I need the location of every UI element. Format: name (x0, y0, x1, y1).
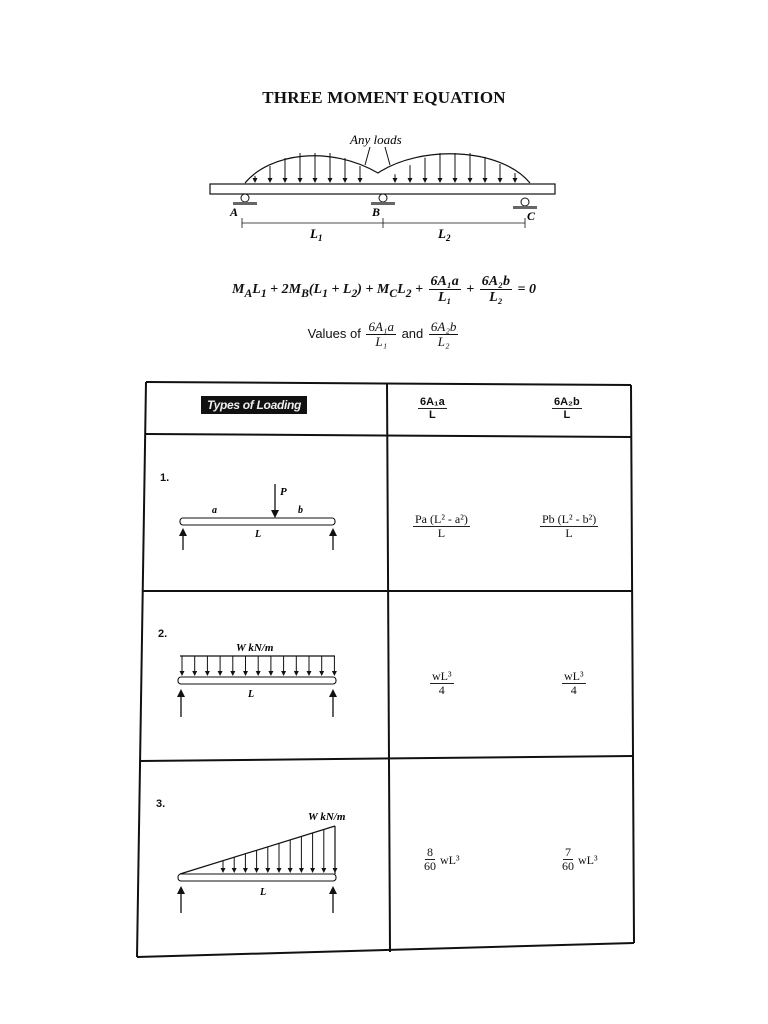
udl-arrow-head (180, 671, 185, 676)
row-1-col2-value: $\frac{\text{Pa (L² - a²)}}{L}$ (415, 512, 468, 541)
any-loads-label: Any loads (350, 132, 402, 147)
equation-frac-1: $\frac{\text{6A₁a}}{\text{L₁}}$ (430, 274, 459, 306)
beam (178, 874, 336, 881)
triangular-load-arrow-head (288, 868, 293, 873)
row-3-beam-diagram (168, 808, 358, 918)
triangular-load-label: W kN/m (308, 811, 346, 823)
udl-arrow-head (319, 671, 324, 676)
triangular-load-line (180, 826, 335, 874)
point-load-label: P (280, 486, 287, 498)
three-moment-equation: $M_AL_1 + 2M_B(L_1 + L_2) + M_CL_2$ + $\frac{\text{6A₁a}}{\text{L₁}}$ + $\frac{\text{6A₂b}}{\text{L₂}}$ = 0 (232, 274, 536, 306)
span-label: L (248, 689, 255, 700)
udl-arrow-head (205, 671, 210, 676)
row-2-number: 2. (158, 628, 168, 640)
triangular-load-arrow-head (243, 868, 248, 873)
beam (178, 677, 336, 684)
support-b-label: B (372, 205, 381, 219)
triangular-load-arrow-head (310, 868, 315, 873)
beam (180, 518, 335, 525)
udl-arrow-head (230, 671, 235, 676)
span-label: L (260, 887, 267, 898)
row-2-beam-diagram (168, 637, 348, 722)
udl-arrow-head (218, 671, 223, 676)
triangular-load-arrow-head (221, 868, 226, 873)
row-3-col2-value: $\frac{8}{60}$ wL³ (424, 845, 460, 874)
values-frac-2: $\frac{\text{6A₂b}}{\text{L₂}}$ (430, 319, 457, 350)
row-1-beam-diagram (170, 480, 350, 555)
triangular-load-arrow-head (232, 868, 237, 873)
span-l2-label: $L_2$ (438, 226, 451, 243)
udl-arrow-head (268, 671, 273, 676)
udl-arrow-head (192, 671, 197, 676)
equation-lhs: $M_AL_1 + 2M_B(L_1 + L_2) + M_CL_2$ + (232, 282, 427, 300)
equation-frac-2: $\frac{\text{6A₂b}}{\text{L₂}}$ (481, 274, 510, 306)
triangular-load-arrow-head (321, 868, 326, 873)
values-of-line: Values of $\frac{\text{6A₁a}}{\text{L₁}}$ and $\frac{\text{6A₂b}}{\text{L₂}}$ (307, 319, 457, 350)
triangular-load-arrows (221, 826, 338, 873)
udl-arrow-head (256, 671, 261, 676)
udl-label: W kN/m (236, 642, 274, 654)
dist-b-label: b (298, 505, 303, 516)
values-frac-1: $\frac{\text{6A₁a}}{\text{L₁}}$ (368, 319, 394, 350)
equation-rhs: = 0 (517, 282, 536, 298)
udl-arrows (180, 656, 337, 676)
udl-arrow-head (332, 671, 337, 676)
row-3-number: 3. (156, 798, 166, 810)
triangular-load-arrow-head (254, 868, 259, 873)
row-3-col3-value: $\frac{7}{60}$ wL³ (562, 845, 598, 874)
support-c-label: C (527, 209, 536, 223)
span-label: L (255, 529, 262, 540)
types-of-loading-label: Types of Loading (201, 396, 307, 414)
row-2-col2-value: $\frac{\text{wL³}}{4}$ (432, 669, 452, 698)
udl-arrow-head (307, 671, 312, 676)
page-title: THREE MOMENT EQUATION (262, 88, 506, 107)
triangular-load-arrow-head (277, 868, 282, 873)
udl-arrow-head (294, 671, 299, 676)
dist-a-label: a (212, 505, 217, 516)
header-col2: $\frac{\text{6A₁a}}{L}$ (420, 396, 445, 422)
row-2-col3-value: $\frac{\text{wL³}}{4}$ (564, 669, 584, 698)
support-a-label: A (230, 205, 239, 219)
span-l1-label: $L_1$ (310, 226, 323, 243)
header-col3: $\frac{\text{6A₂b}}{L}$ (554, 396, 580, 422)
row-1-number: 1. (160, 472, 170, 484)
triangular-load-arrow-head (265, 868, 270, 873)
triangular-load-arrow-head (299, 868, 304, 873)
udl-arrow-head (243, 671, 248, 676)
row-1-col3-value: $\frac{\text{Pb (L² - b²)}}{L}$ (542, 512, 597, 541)
triangular-load-arrow-head (333, 868, 338, 873)
udl-arrow-head (281, 671, 286, 676)
